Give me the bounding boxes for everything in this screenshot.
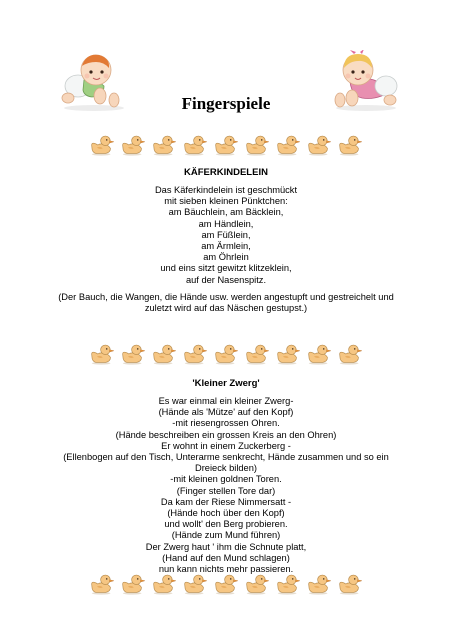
duckling-icon bbox=[275, 573, 301, 595]
poem-line: (Hände zum Mund führen) bbox=[171, 530, 281, 541]
duck-border-top bbox=[0, 134, 452, 158]
poem-line: Er wohnt in einem Zuckerberg - bbox=[161, 440, 291, 451]
poem-line: (Hände als 'Mütze' auf den Kopf) bbox=[158, 407, 294, 418]
poem-line: am Händlein, bbox=[198, 218, 254, 229]
poem-line: am Öhrlein bbox=[203, 252, 249, 263]
poem-line: mit sieben kleinen Pünktchen: bbox=[164, 196, 288, 207]
page-title: Fingerspiele bbox=[181, 94, 271, 113]
poem-line: und wollt' den Berg probieren. bbox=[164, 519, 288, 530]
duckling-icon bbox=[120, 573, 146, 595]
note-line: zuletzt wird auf das Näschen gestupst.) bbox=[144, 303, 308, 314]
duckling-icon bbox=[306, 343, 332, 365]
duckling-icon bbox=[182, 343, 208, 365]
duckling-icon bbox=[120, 134, 146, 156]
poem-line: (Hände beschreiben ein grossen Kreis an den Ohren) bbox=[115, 429, 337, 440]
duckling-icon bbox=[120, 343, 146, 365]
poem-line: Da kam der Riese Nimmersatt - bbox=[160, 496, 292, 507]
duckling-icon bbox=[244, 134, 270, 156]
note-line: (Der Bauch, die Wangen, die Hände usw. werden angestupft und gestreichelt und bbox=[58, 292, 394, 302]
duckling-icon bbox=[337, 134, 363, 156]
poem-line: nun kann nichts mehr passieren. bbox=[158, 564, 294, 575]
poem-line: auf der Nasenspitz. bbox=[185, 274, 267, 285]
duckling-icon bbox=[89, 134, 115, 156]
duckling-icon bbox=[337, 573, 363, 595]
duckling-icon bbox=[244, 343, 270, 365]
duckling-icon bbox=[244, 573, 270, 595]
poem-line: (Hand auf den Mund schlagen) bbox=[162, 552, 290, 563]
poem-kleiner-zwerg bbox=[10, 396, 442, 575]
duckling-icon bbox=[213, 343, 239, 365]
duckling-icon bbox=[151, 134, 177, 156]
poem-line: am Füßlein, bbox=[201, 229, 251, 240]
poem-line: Dreieck bilden) bbox=[194, 463, 257, 474]
poem-line: (Finger stellen Tore dar) bbox=[176, 485, 276, 496]
duckling-icon bbox=[89, 573, 115, 595]
poem-kaeferkindelein bbox=[10, 185, 442, 286]
poem-line: Es war einmal ein kleiner Zwerg- bbox=[158, 396, 294, 406]
instruction-note bbox=[10, 292, 442, 314]
duckling-icon bbox=[213, 134, 239, 156]
poem-line: und eins sitzt gewitzt klitzeklein, bbox=[160, 263, 292, 274]
duckling-icon bbox=[275, 134, 301, 156]
poem-line: am Ärmlein, bbox=[201, 241, 251, 252]
duckling-icon bbox=[337, 343, 363, 365]
duckling-icon bbox=[151, 573, 177, 595]
duckling-icon bbox=[306, 134, 332, 156]
poem-line: (Hände hoch über den Kopf) bbox=[167, 508, 285, 519]
poem-line: -mit riesengrossen Ohren. bbox=[172, 418, 280, 429]
duckling-icon bbox=[213, 573, 239, 595]
duckling-icon bbox=[306, 573, 332, 595]
poem-line: am Bäuchlein, am Bäcklein, bbox=[168, 207, 284, 218]
section-heading-kaeferkindelein: KÄFERKINDELEIN bbox=[184, 167, 268, 178]
poem-line: Der Zwerg haut ' ihm die Schnute platt, bbox=[145, 541, 307, 552]
duckling-icon bbox=[151, 343, 177, 365]
duck-border-bottom bbox=[0, 573, 452, 597]
duck-border-middle bbox=[0, 343, 452, 367]
duckling-icon bbox=[89, 343, 115, 365]
duckling-icon bbox=[182, 134, 208, 156]
duckling-icon bbox=[275, 343, 301, 365]
poem-line: Das Käferkindelein ist geschmückt bbox=[154, 185, 298, 195]
poem-line: (Ellenbogen auf den Tisch, Unterarme senkrecht, Hände zusammen und so ein bbox=[63, 452, 389, 463]
section-heading-kleiner-zwerg: 'Kleiner Zwerg' bbox=[192, 378, 260, 389]
poem-line: -mit kleinen goldnen Toren. bbox=[170, 474, 282, 485]
duckling-icon bbox=[182, 573, 208, 595]
